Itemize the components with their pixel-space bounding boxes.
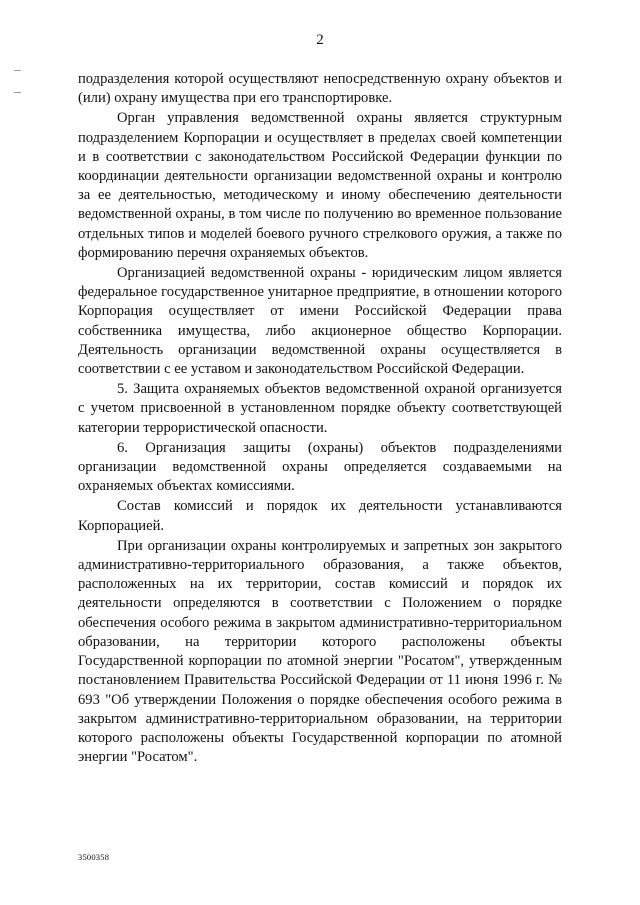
paragraph-security-organization: Организацией ведомственной охраны - юридическим лицом является федеральное государственное унитарное предприятие, в отношении которого Корпорация осуществляет от имени Российской Федерации права собственника имущества, либо акционерное общество Корпорации. Деятельность организации ведомственной охраны осуществляется в соответствии с ее уставом и законодательством Российской Федерации. [78, 265, 562, 378]
margin-mark-top [14, 70, 21, 71]
document-body [78, 70, 562, 767]
document-code: 3500358 [78, 852, 110, 862]
paragraph-continuation: подразделения которой осуществляют непосредственную охрану объектов и (или) охрану имущества при его транспортировке. [78, 71, 562, 107]
paragraph-item-5: 5. Защита охраняемых объектов ведомственной охраной организуется с учетом присвоенной в установленном порядке объекту соответствующей категории террористической опасности. [78, 381, 562, 436]
paragraph-commissions: Состав комиссий и порядок их деятельности устанавливаются Корпорацией. [78, 498, 562, 534]
margin-mark-mid [14, 92, 21, 93]
paragraph-closed-territory: При организации охраны контролируемых и запретных зон закрытого административно-территориального образования, а также объектов, расположенных на их территории, состав комиссий и порядок их деятельности определяются в соответствии с Положением о порядке обеспечения особого режима в закрытом административно-территориальном образовании, на территории которого расположены объекты Государственной корпорации по атомной энергии "Росатом", утвержденным постановлением Правительства Российской Федерации от 11 июня 1996 г. № 693 "Об утверждении Положения о порядке обеспечения особого режима в закрытом административно-территориальном образовании, на территории которого расположены объекты Государственной корпорации по атомной энергии "Росатом". [78, 537, 562, 766]
paragraph-management-body: Орган управления ведомственной охраны является структурным подразделением Корпорации и осуществляет в пределах своей компетенции и в соответствии с законодательством Российской Федерации функции по координации деятельности организации ведомственной охраны и контролю за ее деятельностью, методическому и иному обеспечению деятельности ведомственной охраны, в том числе по получению во временное пользование отдельных типов и моделей боевого ручного стрелкового оружия, а также по формированию перечня охраняемых объектов. [78, 110, 562, 261]
paragraph-item-6: 6. Организация защиты (охраны) объектов подразделениями организации ведомственной охраны определяется создаваемыми на охраняемых объектах комиссиями. [78, 439, 562, 495]
page-number: 2 [316, 32, 324, 48]
